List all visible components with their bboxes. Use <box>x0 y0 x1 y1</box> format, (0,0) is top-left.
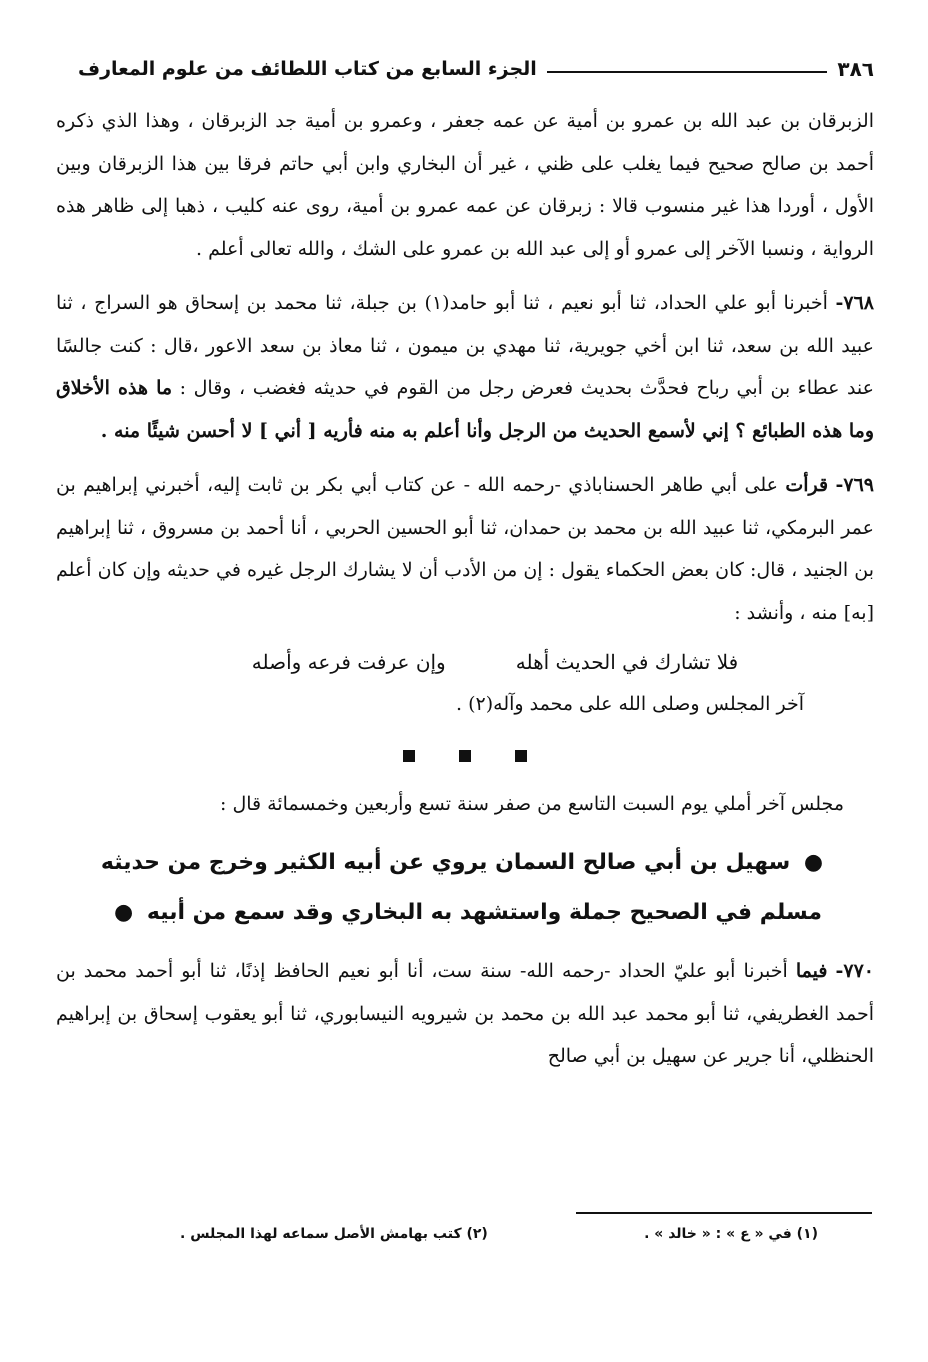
paragraph-text: على أبي طاهر الحسناباذي -رحمه الله - عن كتاب أبي بكر بن ثابت إليه، أخبرني إبراهيم بن عمر البرمكي، ثنا عبيد الله بن محمد بن حمدان، ثنا أبو الحسين الحربي ، أنا أحمد بن مسروق ، ثنا إبراهيم بن الجنيد ، قال: كان بعض الحكماء يقول : إن من الأدب أن لا يشارك الرجل غيره في حديثه وإن كان أعلم [به] منه ، وأنشد : <box>56 474 874 624</box>
heading-line-2 <box>56 888 874 938</box>
poetry-verse <box>56 640 874 684</box>
hadith-number: ٧٦٩- <box>835 474 875 496</box>
bullet-icon: ● <box>803 850 824 875</box>
separator-square <box>459 750 471 762</box>
heading-text: مسلم في الصحيح جملة واستشهد به البخاري وقد سمع من أبيه <box>146 900 822 925</box>
session-intro: مجلس آخر أملي يوم السبت التاسع من صفر سنة تسع وأربعين وخمسمائة قال : <box>220 793 844 815</box>
paragraph-770 <box>56 950 874 1078</box>
bullet-icon: ● <box>114 900 134 925</box>
paragraph-zabarqan: الزبرقان بن عبد الله بن عمرو بن أمية عن عمه جعفر ، وعمرو بن أمية جد الزبرقان ، وهذا الذي ذكره أحمد بن صالح صحيح فيما يغلب على ظني ، غير أن البخاري وابن أبي حاتم فرقا بين هذا الزبرقان وبين الأول ، أوردا هذا غير منسوب قالا : زبرقان عن عمه عمرو بن أمية، روى عنه كليب ، ذهبا إلى ظاهر هذه الرواية ، ونسبا الآخر إلى عمرو أو إلى عبد الله بن عمرو على الشك ، والله تعالى أعلم . <box>56 110 874 260</box>
running-header <box>78 52 874 86</box>
section-separator <box>56 750 874 762</box>
paragraph-768 <box>56 282 874 452</box>
section-heading <box>56 838 874 938</box>
paragraph-769 <box>56 464 874 634</box>
footnote-1: (١) في « ع » : « خالد » . <box>644 1226 818 1242</box>
verse-first-hemistich: فلا تشارك في الحديث أهله <box>515 650 739 674</box>
header-rule <box>547 71 828 73</box>
verse-second-hemistich: وإن عرفت فرعه وأصله <box>251 650 446 674</box>
lead-word: قرأت <box>785 474 829 496</box>
header-title: الجزء السابع من كتاب اللطائف من علوم المعارف <box>78 58 537 80</box>
lead-word: فيما <box>795 960 828 982</box>
hadith-number: ٧٦٨- <box>835 292 874 314</box>
footnotes <box>180 1226 818 1242</box>
hadith-number: ٧٧٠- <box>835 960 874 982</box>
footnote-rule <box>576 1212 872 1214</box>
page-number: ٣٨٦ <box>837 57 874 81</box>
heading-text: سهيل بن أبي صالح السمان يروي عن أبيه الكثير وخرج من حديثه <box>100 850 791 875</box>
paragraph-text: أخبرنا أبو علي الحداد، ثنا أبو نعيم ، ثنا أبو حامد(١) بن جبلة، ثنا محمد بن إسحاق هو السراج ، ثنا عبيد الله بن سعد، ثنا ابن أخي جويرية، ثنا مهدي بن ميمون ، ثنا معاذ بن سعد الاعور ،قال : كنت جالسًا عند عطاء بن أبي رباح فحدَّث بحديث فعرض رجل من القوم في حديثه فغضب ، وقال : <box>56 292 874 399</box>
session-end-line: آخر المجلس وصلى الله على محمد وآله(٢) . <box>456 693 804 715</box>
emphasized-quote: ما هذه الأخلاق وما هذه الطبائع ؟ إني لأسمع الحديث من الرجل وأنا أعلم به منه فأريه [ أني ] لا أحسن شيئًا منه . <box>56 377 874 442</box>
page-body <box>56 100 874 1078</box>
separator-square <box>403 750 415 762</box>
heading-line-1 <box>56 838 874 888</box>
footnote-2: (٢) كتب بهامش الأصل سماعه لهذا المجلس . <box>180 1226 488 1242</box>
separator-square <box>515 750 527 762</box>
paragraph-text: أخبرنا أبو عليّ الحداد -رحمه الله- سنة ست، أنا أبو نعيم الحافظ إذنًا، ثنا أبو أحمد محمد بن أحمد الغطريفي، ثنا أبو محمد عبد الله بن محمد بن شيرويه النيسابوري، ثنا أبو يعقوب إسحاق بن إبراهيم الحنظلي، أنا جرير عن سهيل بن أبي صالح <box>56 960 874 1067</box>
